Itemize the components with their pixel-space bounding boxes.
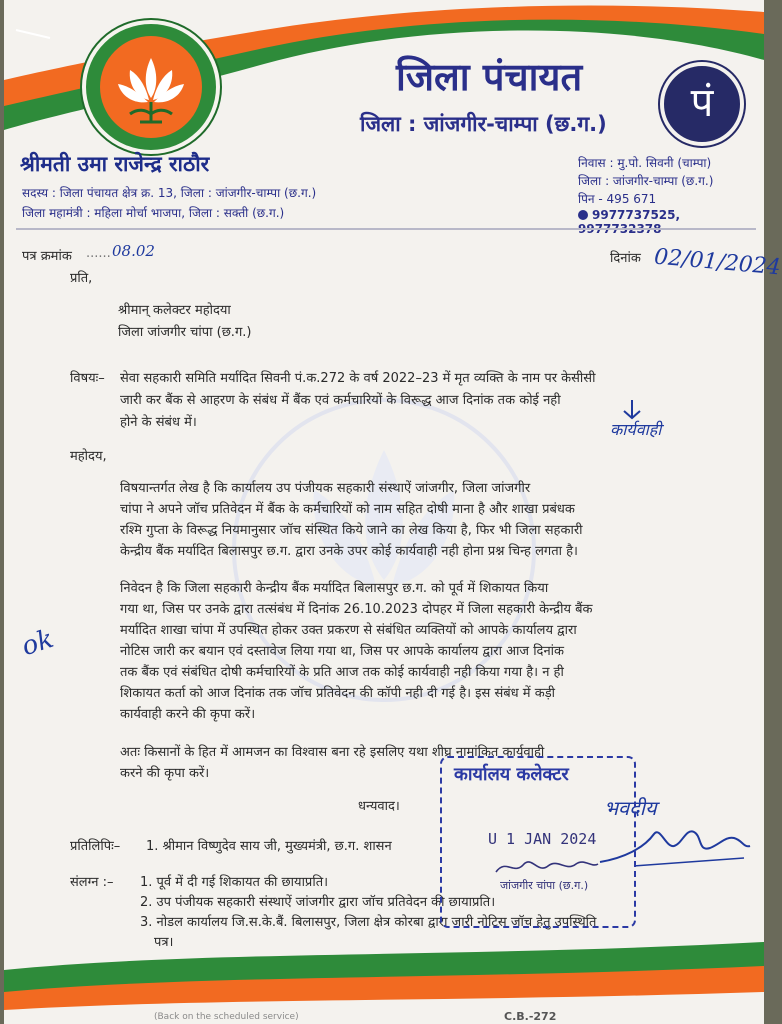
para1-line-3: रश्मि गुप्ता के विरूद्ध नियमानुसार जॉच संस्थित किये जाने का लेख किया है, फिर भी जिला सहकारी	[120, 523, 583, 538]
collector-receipt-stamp	[440, 756, 636, 928]
para3-line-2: करने की कृपा करें।	[120, 766, 210, 781]
stamp-initials-icon	[492, 854, 602, 880]
para2-line-5: तक बैंक एवं संबंधित दोषी कर्मचारियों के प्रति आज तक कोई कार्यवाही नही किया गया है। न ही	[120, 665, 564, 680]
cc-line: 1. श्रीमान विष्णुदेव साय जी, मुख्यमंत्री, छ.ग. शासन	[146, 839, 392, 854]
stamp-title: कार्यालय कलेक्टर	[454, 764, 569, 785]
signoff: भवदीय	[604, 796, 657, 820]
enclosure-2: 2. उप पंजीयक सहकारी संस्थाऐं जांजगीर द्वारा जॉच प्रतिवेदन की छायाप्रति।	[140, 895, 496, 910]
stamp-sign-label: जांजगीर चांपा (छ.ग.)	[500, 879, 589, 892]
para2-line-6: शिकायत कर्ता को आज दिनांक तक जॉच प्रतिवेदन की कॉपी नही दी गई है। इस संबंध में कड़ी	[120, 686, 556, 701]
pin-code: पिन - 495 671	[578, 192, 657, 206]
para3-line-1: अतः किसानों के हित में आमजन का विश्वास बना रहे इसलिए यथा शीघ्र नामांकित कार्यवाही	[120, 745, 545, 760]
stamp-date: U 1 JAN 2024	[488, 830, 597, 848]
residence-address: निवास : मु.पो. सिवनी (चाम्पा)	[578, 156, 712, 170]
date-value: 02/01/2024	[653, 244, 782, 281]
subject-label: विषयः–	[70, 371, 105, 386]
enclosure-3a: 3. नोडल कार्यालय जि.स.के.बैं. बिलासपुर, जिला क्षेत्र कोरबा द्वारा जारी नोटिस जॉच हेतु उपस्थिति	[140, 915, 597, 930]
panchayat-district: जिला : जांजगीर-चाम्पा (छ.ग.)	[360, 112, 607, 136]
enclosure-label: संलग्न :–	[70, 875, 114, 890]
para1-line-1: विषयान्तर्गत लेख है कि कार्यालय उप पंजीयक सहकारी संस्थाऐं जांजगीर, जिला जांजगीर	[120, 481, 531, 496]
member-designation: सदस्य : जिला पंचायत क्षेत्र क्र. 13, जिला : जांजगीर-चाम्पा (छ.ग.)	[22, 186, 317, 200]
subject-line-3: होने के संबंध में।	[120, 415, 197, 430]
annotation-arrow-icon	[618, 398, 646, 422]
footer-caption: (Back on the scheduled service)	[154, 1012, 299, 1022]
phone-numbers: 9977737525,	[592, 208, 681, 222]
panchayat-title: जिला पंचायत	[396, 54, 583, 99]
letterhead-page	[4, 0, 782, 1024]
enclosure-1: 1. पूर्व में दी गई शिकायत की छायाप्रति।	[140, 875, 329, 890]
subject-line-2: जारी कर बैंक से आहरण के संबंध में बैंक एवं कर्मचारियों के विरूद्ध आज दिनांक तक कोई नही	[120, 393, 561, 408]
salutation: महोदय,	[70, 449, 107, 464]
margin-note: ok	[18, 623, 58, 663]
para2-line-3: मर्यादित शाखा चांपा में उपस्थित होकर उक्त प्रकरण से संबंधित व्यक्तियों को आपके कार्यालय द्वारा	[120, 623, 577, 638]
footer-code: C.B.-272	[504, 1010, 557, 1023]
member-name: श्रीमती उमा राजेन्द्र राठौर	[20, 152, 210, 176]
residence-district: जिला : जांजगीर-चाम्पा (छ.ग.)	[578, 174, 714, 188]
date-label: दिनांक	[610, 251, 641, 266]
ref-number: 08.02	[112, 242, 155, 260]
prati: प्रति,	[70, 271, 93, 286]
para1-line-4: केन्द्रीय बैंक मर्यादित बिलासपुर छ.ग. द्वारा उनके उपर कोई कार्यवाही नही होना प्रश्न चिन्ह लगता है।	[120, 544, 578, 559]
para2-line-1: निवेदन है कि जिला सहकारी केन्द्रीय बैंक मर्यादित बिलासपुर छ.ग. को पूर्व में शिकायत किया	[120, 581, 549, 596]
para1-line-2: चांपा ने अपने जॉच प्रतिवेदन में बैंक के कर्मचारियों को नाम सहित दोषी माना है और शाखा प्रबंधक	[120, 502, 575, 517]
lotus-icon	[100, 36, 202, 138]
subject-annotation: कार्यवाही	[610, 420, 662, 439]
footer-band	[4, 930, 764, 1024]
ref-label: पत्र क्रमांक	[22, 249, 72, 264]
thanks: धन्यवाद।	[358, 799, 400, 814]
phone-icon	[578, 210, 588, 220]
addressee-line-1: श्रीमान् कलेक्टर महोदया	[118, 303, 231, 318]
emblem-icon: पं	[660, 62, 744, 146]
para2-line-2: गया था, जिस पर उनके द्वारा तत्संबंध में दिनांक 26.10.2023 दोपहर में जिला सहकारी केन्द्रीय बैंक	[120, 602, 593, 617]
addressee-line-2: जिला जांजगीर चांपा (छ.ग.)	[118, 325, 252, 340]
enclosure-3b: पत्र।	[154, 935, 174, 950]
lotus-logo	[82, 20, 220, 154]
subject-line-1: सेवा सहकारी समिति मर्यादित सिवनी पं.क.272 के वर्ष 2022–23 में मृत व्यक्ति के नाम पर केसीसी	[120, 371, 596, 386]
party-designation: जिला महामंत्री : महिला मोर्चा भाजपा, जिला : सक्ती (छ.ग.)	[22, 206, 285, 220]
header-divider	[16, 228, 756, 230]
ref-dots: ......	[86, 246, 111, 261]
para2-line-7: कार्यवाही करने की कृपा करें।	[120, 707, 256, 722]
para2-line-4: नोटिस जारी कर बयान एवं दस्तावेज लिया गया था, जिस पर आपके कार्यालय द्वारा आज दिनांक	[120, 644, 565, 659]
cc-label: प्रतिलिपिः–	[70, 839, 121, 854]
phone-line	[578, 208, 764, 236]
